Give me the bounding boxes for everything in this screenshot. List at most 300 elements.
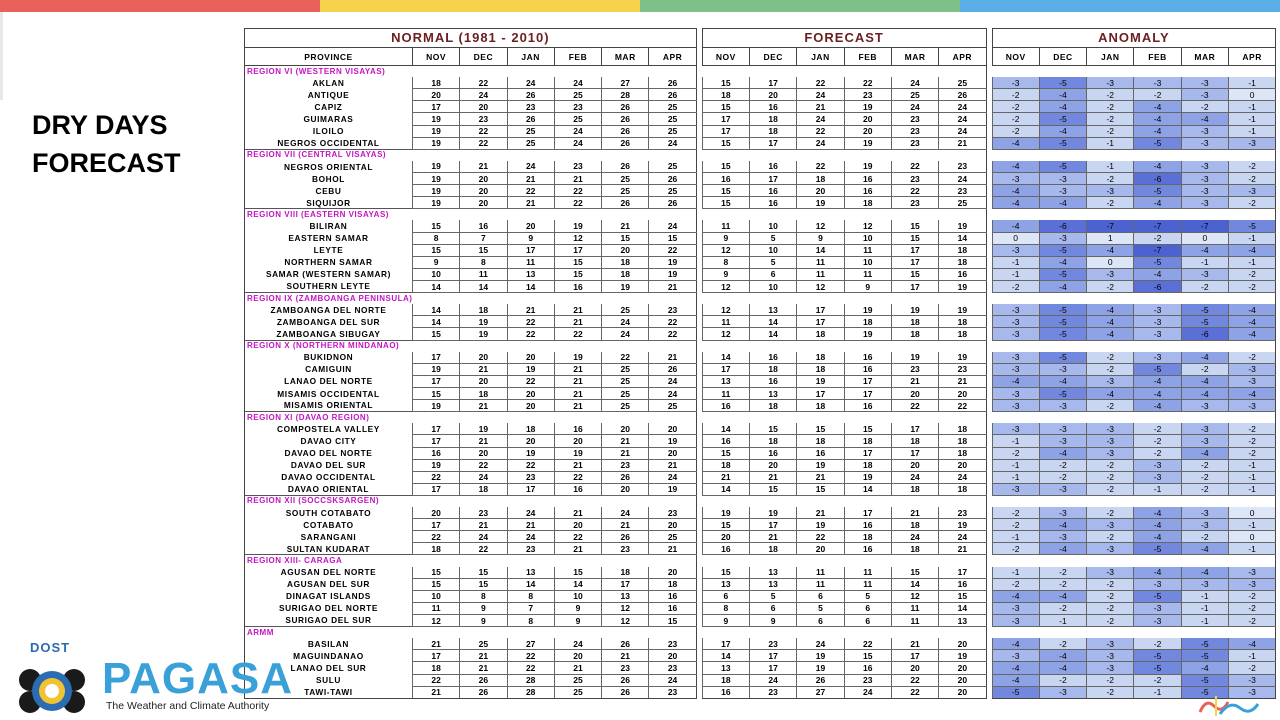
forecast-value-nov: 15 — [702, 137, 749, 149]
forecast-value-feb: 16 — [844, 400, 891, 412]
anomaly-value-apr: -1 — [1228, 101, 1275, 113]
anomaly-value-mar: -5 — [1181, 674, 1228, 686]
normal-value-feb: 15 — [554, 567, 601, 579]
anomaly-value-nov: -3 — [992, 400, 1039, 412]
forecast-value-mar: 23 — [891, 197, 938, 209]
anomaly-value-jan: -2 — [1087, 363, 1134, 375]
normal-value-feb: 20 — [554, 650, 601, 662]
anomaly-value-mar: -4 — [1181, 113, 1228, 125]
normal-value-jan: 24 — [507, 531, 554, 543]
normal-value-dec: 11 — [460, 268, 507, 280]
forecast-value-jan: 19 — [797, 375, 844, 387]
region-name: ARMM — [245, 627, 413, 639]
normal-value-apr: 25 — [649, 531, 696, 543]
anomaly-value-mar: -4 — [1181, 387, 1228, 399]
normal-value-jan: 24 — [507, 161, 554, 173]
anomaly-value-jan: -3 — [1087, 375, 1134, 387]
forecast-value-nov: 11 — [702, 220, 749, 232]
normal-value-feb: 20 — [554, 435, 601, 447]
forecast-value-feb: 6 — [844, 602, 891, 614]
forecast-value-apr: 20 — [939, 686, 986, 698]
normal-value-feb: 21 — [554, 543, 601, 555]
forecast-value-dec: 6 — [750, 268, 797, 280]
anomaly-value-nov: -3 — [992, 363, 1039, 375]
anomaly-value-dec: -6 — [1039, 220, 1086, 232]
anomaly-value-dec: -4 — [1039, 662, 1086, 674]
province-name: CEBU — [245, 185, 413, 197]
normal-value-jan: 25 — [507, 125, 554, 137]
anomaly-value-feb: -2 — [1134, 435, 1181, 447]
anomaly-value-nov: -3 — [992, 316, 1039, 328]
anomaly-value-mar: -3 — [1181, 519, 1228, 531]
forecast-value-apr: 18 — [939, 316, 986, 328]
forecast-value-jan: 11 — [797, 578, 844, 590]
month-header-dec: DEC — [460, 48, 507, 66]
table-row — [245, 471, 1276, 483]
normal-value-jan: 23 — [507, 471, 554, 483]
forecast-value-mar: 17 — [891, 244, 938, 256]
normal-value-nov: 15 — [412, 328, 459, 340]
normal-value-dec: 9 — [460, 602, 507, 614]
forecast-value-apr: 19 — [939, 650, 986, 662]
forecast-value-nov: 17 — [702, 125, 749, 137]
normal-value-apr: 25 — [649, 161, 696, 173]
normal-value-feb: 21 — [554, 387, 601, 399]
normal-value-mar: 26 — [602, 113, 649, 125]
normal-value-dec: 18 — [460, 387, 507, 399]
forecast-value-jan: 18 — [797, 363, 844, 375]
anomaly-value-jan: -2 — [1087, 101, 1134, 113]
forecast-value-dec: 17 — [750, 77, 797, 89]
anomaly-value-feb: -4 — [1134, 113, 1181, 125]
region-header-row — [245, 412, 1276, 424]
normal-value-jan: 8 — [507, 615, 554, 627]
normal-value-nov: 15 — [412, 387, 459, 399]
anomaly-value-nov: -4 — [992, 590, 1039, 602]
anomaly-value-mar: -4 — [1181, 447, 1228, 459]
anomaly-value-nov: -4 — [992, 662, 1039, 674]
anomaly-value-apr: -4 — [1228, 328, 1275, 340]
forecast-value-nov: 15 — [702, 185, 749, 197]
region-blank-cell — [992, 66, 1276, 78]
province-name: DAVAO DEL NORTE — [245, 447, 413, 459]
normal-value-mar: 25 — [602, 172, 649, 184]
forecast-value-nov: 17 — [702, 363, 749, 375]
anomaly-value-dec: -5 — [1039, 268, 1086, 280]
anomaly-value-mar: -5 — [1181, 638, 1228, 650]
forecast-value-apr: 24 — [939, 113, 986, 125]
anomaly-value-feb: -5 — [1134, 256, 1181, 268]
anomaly-value-dec: -3 — [1039, 400, 1086, 412]
normal-value-apr: 22 — [649, 328, 696, 340]
normal-value-feb: 24 — [554, 137, 601, 149]
anomaly-value-mar: -4 — [1181, 567, 1228, 579]
forecast-value-feb: 18 — [844, 435, 891, 447]
normal-value-feb: 24 — [554, 77, 601, 89]
table-row — [245, 674, 1276, 686]
anomaly-value-dec: -5 — [1039, 77, 1086, 89]
normal-value-nov: 10 — [412, 590, 459, 602]
normal-value-feb: 14 — [554, 578, 601, 590]
anomaly-value-apr: -1 — [1228, 77, 1275, 89]
anomaly-value-mar: -1 — [1181, 602, 1228, 614]
anomaly-value-apr: -2 — [1228, 602, 1275, 614]
normal-value-apr: 19 — [649, 256, 696, 268]
anomaly-value-nov: -2 — [992, 507, 1039, 519]
forecast-value-feb: 18 — [844, 316, 891, 328]
anomaly-value-apr: -1 — [1228, 471, 1275, 483]
table-row — [245, 197, 1276, 209]
forecast-value-nov: 18 — [702, 674, 749, 686]
anomaly-value-feb: -3 — [1134, 615, 1181, 627]
anomaly-value-nov: 0 — [992, 232, 1039, 244]
normal-value-dec: 26 — [460, 686, 507, 698]
month-header-jan: JAN — [507, 48, 554, 66]
normal-value-apr: 23 — [649, 304, 696, 316]
normal-value-apr: 19 — [649, 435, 696, 447]
normal-value-nov: 17 — [412, 435, 459, 447]
normal-value-feb: 22 — [554, 197, 601, 209]
normal-value-dec: 26 — [460, 674, 507, 686]
forecast-value-apr: 20 — [939, 638, 986, 650]
forecast-value-mar: 17 — [891, 256, 938, 268]
anomaly-value-mar: -1 — [1181, 256, 1228, 268]
normal-value-dec: 7 — [460, 232, 507, 244]
anomaly-value-mar: -3 — [1181, 125, 1228, 137]
forecast-value-dec: 18 — [750, 113, 797, 125]
normal-value-apr: 24 — [649, 375, 696, 387]
region-name: REGION IX (ZAMBOANGA PENINSULA) — [245, 293, 413, 305]
slide-title — [32, 106, 181, 182]
anomaly-value-apr: 0 — [1228, 531, 1275, 543]
forecast-value-dec: 13 — [750, 578, 797, 590]
region-blank-cell — [992, 555, 1276, 567]
normal-value-nov: 21 — [412, 638, 459, 650]
normal-value-mar: 28 — [602, 89, 649, 101]
anomaly-value-dec: -5 — [1039, 113, 1086, 125]
month-header-feb: FEB — [844, 48, 891, 66]
forecast-value-nov: 6 — [702, 590, 749, 602]
forecast-value-feb: 16 — [844, 519, 891, 531]
normal-value-dec: 20 — [460, 101, 507, 113]
anomaly-value-jan: -2 — [1087, 459, 1134, 471]
normal-value-mar: 23 — [602, 543, 649, 555]
normal-value-nov: 19 — [412, 400, 459, 412]
province-name: MISAMIS ORIENTAL — [245, 400, 413, 412]
normal-value-mar: 13 — [602, 590, 649, 602]
forecast-value-nov: 17 — [702, 113, 749, 125]
normal-value-dec: 9 — [460, 615, 507, 627]
table-row — [245, 101, 1276, 113]
anomaly-value-nov: -2 — [992, 519, 1039, 531]
forecast-value-mar: 15 — [891, 567, 938, 579]
forecast-value-mar: 18 — [891, 543, 938, 555]
province-name: BASILAN — [245, 638, 413, 650]
anomaly-value-mar: -3 — [1181, 507, 1228, 519]
anomaly-value-feb: -4 — [1134, 507, 1181, 519]
normal-value-jan: 22 — [507, 662, 554, 674]
forecast-value-mar: 21 — [891, 507, 938, 519]
normal-value-mar: 26 — [602, 161, 649, 173]
anomaly-value-nov: -1 — [992, 256, 1039, 268]
anomaly-value-nov: -5 — [992, 686, 1039, 698]
forecast-value-dec: 13 — [750, 387, 797, 399]
anomaly-value-mar: -2 — [1181, 363, 1228, 375]
forecast-value-dec: 10 — [750, 220, 797, 232]
forecast-value-apr: 26 — [939, 89, 986, 101]
forecast-value-apr: 23 — [939, 185, 986, 197]
province-name: LANAO DEL NORTE — [245, 375, 413, 387]
normal-value-apr: 25 — [649, 101, 696, 113]
anomaly-value-nov: -3 — [992, 244, 1039, 256]
forecast-value-jan: 21 — [797, 471, 844, 483]
anomaly-value-apr: -3 — [1228, 137, 1275, 149]
forecast-value-apr: 19 — [939, 352, 986, 364]
forecast-value-apr: 21 — [939, 375, 986, 387]
forecast-value-nov: 15 — [702, 197, 749, 209]
forecast-value-apr: 21 — [939, 137, 986, 149]
normal-value-nov: 19 — [412, 459, 459, 471]
normal-value-apr: 26 — [649, 89, 696, 101]
forecast-value-mar: 18 — [891, 519, 938, 531]
forecast-value-dec: 19 — [750, 507, 797, 519]
forecast-value-feb: 17 — [844, 447, 891, 459]
anomaly-value-feb: -4 — [1134, 101, 1181, 113]
table-row — [245, 113, 1276, 125]
normal-value-feb: 17 — [554, 244, 601, 256]
group-header-forecast: FORECAST — [702, 29, 986, 48]
anomaly-value-mar: -3 — [1181, 400, 1228, 412]
forecast-value-mar: 23 — [891, 137, 938, 149]
forecast-value-jan: 19 — [797, 197, 844, 209]
anomaly-value-jan: -3 — [1087, 435, 1134, 447]
forecast-value-nov: 21 — [702, 471, 749, 483]
normal-value-jan: 21 — [507, 197, 554, 209]
forecast-value-jan: 14 — [797, 244, 844, 256]
anomaly-value-jan: -2 — [1087, 125, 1134, 137]
forecast-value-feb: 16 — [844, 172, 891, 184]
normal-value-feb: 9 — [554, 602, 601, 614]
normal-value-nov: 18 — [412, 662, 459, 674]
forecast-value-jan: 21 — [797, 507, 844, 519]
forecast-value-jan: 6 — [797, 615, 844, 627]
normal-value-apr: 23 — [649, 662, 696, 674]
forecast-value-dec: 18 — [750, 125, 797, 137]
normal-value-jan: 20 — [507, 387, 554, 399]
anomaly-value-apr: -3 — [1228, 674, 1275, 686]
normal-value-dec: 25 — [460, 638, 507, 650]
normal-value-apr: 22 — [649, 316, 696, 328]
forecast-value-apr: 20 — [939, 662, 986, 674]
region-blank-cell — [412, 66, 696, 78]
normal-value-mar: 23 — [602, 662, 649, 674]
anomaly-value-apr: 0 — [1228, 507, 1275, 519]
normal-value-jan: 24 — [507, 77, 554, 89]
normal-value-jan: 21 — [507, 172, 554, 184]
table-row — [245, 483, 1276, 495]
province-name: SULTAN KUDARAT — [245, 543, 413, 555]
month-header-nov: NOV — [992, 48, 1039, 66]
forecast-value-apr: 23 — [939, 161, 986, 173]
forecast-value-mar: 23 — [891, 113, 938, 125]
slide-title-line-2: FORECAST — [32, 148, 181, 178]
forecast-value-nov: 9 — [702, 615, 749, 627]
normal-value-feb: 21 — [554, 375, 601, 387]
anomaly-value-nov: -3 — [992, 483, 1039, 495]
anomaly-value-dec: -3 — [1039, 423, 1086, 435]
region-name: REGION XIII- CARAGA — [245, 555, 413, 567]
forecast-value-apr: 25 — [939, 197, 986, 209]
anomaly-value-apr: -2 — [1228, 423, 1275, 435]
forecast-value-mar: 18 — [891, 435, 938, 447]
forecast-value-feb: 19 — [844, 137, 891, 149]
region-blank-cell — [412, 412, 696, 424]
forecast-value-feb: 16 — [844, 185, 891, 197]
province-name: DAVAO ORIENTAL — [245, 483, 413, 495]
forecast-value-nov: 15 — [702, 161, 749, 173]
forecast-value-nov: 8 — [702, 256, 749, 268]
normal-value-nov: 19 — [412, 172, 459, 184]
anomaly-value-mar: -4 — [1181, 375, 1228, 387]
normal-value-feb: 21 — [554, 662, 601, 674]
anomaly-value-dec: -5 — [1039, 328, 1086, 340]
forecast-value-jan: 18 — [797, 172, 844, 184]
forecast-value-dec: 14 — [750, 316, 797, 328]
forecast-value-apr: 19 — [939, 304, 986, 316]
anomaly-value-apr: -2 — [1228, 197, 1275, 209]
normal-value-jan: 25 — [507, 137, 554, 149]
top-bar-segment-red — [0, 0, 320, 12]
forecast-value-dec: 18 — [750, 363, 797, 375]
region-header-row — [245, 495, 1276, 507]
region-name: REGION VII (CENTRAL VISAYAS) — [245, 149, 413, 161]
forecast-value-dec: 16 — [750, 352, 797, 364]
anomaly-value-jan: -7 — [1087, 220, 1134, 232]
anomaly-value-jan: -3 — [1087, 650, 1134, 662]
anomaly-value-jan: -2 — [1087, 674, 1134, 686]
forecast-value-feb: 10 — [844, 232, 891, 244]
normal-value-apr: 21 — [649, 543, 696, 555]
anomaly-value-nov: -1 — [992, 567, 1039, 579]
normal-value-dec: 21 — [460, 435, 507, 447]
forecast-value-mar: 22 — [891, 185, 938, 197]
forecast-value-dec: 6 — [750, 602, 797, 614]
normal-value-nov: 19 — [412, 137, 459, 149]
forecast-value-nov: 12 — [702, 280, 749, 292]
normal-value-jan: 22 — [507, 375, 554, 387]
anomaly-value-nov: -4 — [992, 375, 1039, 387]
normal-value-apr: 19 — [649, 483, 696, 495]
forecast-value-mar: 22 — [891, 400, 938, 412]
anomaly-value-apr: -2 — [1228, 172, 1275, 184]
normal-value-mar: 25 — [602, 304, 649, 316]
anomaly-value-nov: -3 — [992, 423, 1039, 435]
forecast-value-dec: 23 — [750, 686, 797, 698]
forecast-value-jan: 11 — [797, 567, 844, 579]
normal-value-apr: 26 — [649, 77, 696, 89]
anomaly-value-apr: -1 — [1228, 519, 1275, 531]
forecast-value-apr: 18 — [939, 423, 986, 435]
normal-value-feb: 23 — [554, 161, 601, 173]
forecast-value-dec: 20 — [750, 89, 797, 101]
normal-value-mar: 26 — [602, 638, 649, 650]
anomaly-value-mar: -3 — [1181, 268, 1228, 280]
anomaly-value-nov: -3 — [992, 615, 1039, 627]
region-blank-cell — [992, 293, 1276, 305]
normal-value-dec: 22 — [460, 543, 507, 555]
corner-logo-icon — [1196, 692, 1266, 718]
forecast-value-apr: 21 — [939, 543, 986, 555]
anomaly-value-feb: -5 — [1134, 543, 1181, 555]
anomaly-value-jan: -2 — [1087, 172, 1134, 184]
anomaly-value-dec: -2 — [1039, 638, 1086, 650]
forecast-value-jan: 18 — [797, 400, 844, 412]
province-name: LEYTE — [245, 244, 413, 256]
anomaly-value-feb: -6 — [1134, 280, 1181, 292]
normal-value-nov: 15 — [412, 244, 459, 256]
table-row — [245, 89, 1276, 101]
anomaly-value-mar: -3 — [1181, 423, 1228, 435]
forecast-value-apr: 24 — [939, 471, 986, 483]
province-name: SURIGAO DEL SUR — [245, 615, 413, 627]
normal-value-mar: 25 — [602, 400, 649, 412]
region-blank-cell — [412, 149, 696, 161]
anomaly-value-apr: -2 — [1228, 615, 1275, 627]
table-row — [245, 400, 1276, 412]
normal-value-jan: 23 — [507, 543, 554, 555]
normal-value-nov: 9 — [412, 256, 459, 268]
table-row — [245, 172, 1276, 184]
table-row — [245, 531, 1276, 543]
pagasa-seal-icon — [16, 658, 96, 716]
normal-value-jan: 26 — [507, 113, 554, 125]
anomaly-value-dec: -2 — [1039, 471, 1086, 483]
anomaly-value-mar: -3 — [1181, 185, 1228, 197]
normal-value-mar: 19 — [602, 280, 649, 292]
forecast-value-jan: 11 — [797, 256, 844, 268]
anomaly-value-apr: -4 — [1228, 244, 1275, 256]
forecast-value-apr: 20 — [939, 387, 986, 399]
forecast-value-nov: 20 — [702, 531, 749, 543]
province-name: BUKIDNON — [245, 352, 413, 364]
anomaly-value-dec: -4 — [1039, 375, 1086, 387]
forecast-value-mar: 22 — [891, 686, 938, 698]
anomaly-value-mar: -3 — [1181, 172, 1228, 184]
anomaly-value-mar: -3 — [1181, 578, 1228, 590]
forecast-value-nov: 15 — [702, 101, 749, 113]
forecast-value-apr: 20 — [939, 459, 986, 471]
normal-value-dec: 20 — [460, 375, 507, 387]
forecast-value-feb: 11 — [844, 567, 891, 579]
forecast-value-jan: 19 — [797, 662, 844, 674]
normal-value-dec: 22 — [460, 459, 507, 471]
anomaly-value-nov: -3 — [992, 328, 1039, 340]
forecast-value-jan: 20 — [797, 543, 844, 555]
region-blank-cell — [702, 149, 986, 161]
anomaly-value-apr: -2 — [1228, 590, 1275, 602]
forecast-value-jan: 12 — [797, 280, 844, 292]
normal-value-dec: 19 — [460, 328, 507, 340]
normal-value-mar: 22 — [602, 352, 649, 364]
normal-value-feb: 25 — [554, 113, 601, 125]
normal-value-dec: 15 — [460, 244, 507, 256]
anomaly-value-mar: -2 — [1181, 531, 1228, 543]
month-header-nov: NOV — [412, 48, 459, 66]
month-header-mar: MAR — [891, 48, 938, 66]
anomaly-value-jan: -4 — [1087, 304, 1134, 316]
forecast-value-apr: 23 — [939, 363, 986, 375]
normal-value-nov: 17 — [412, 101, 459, 113]
